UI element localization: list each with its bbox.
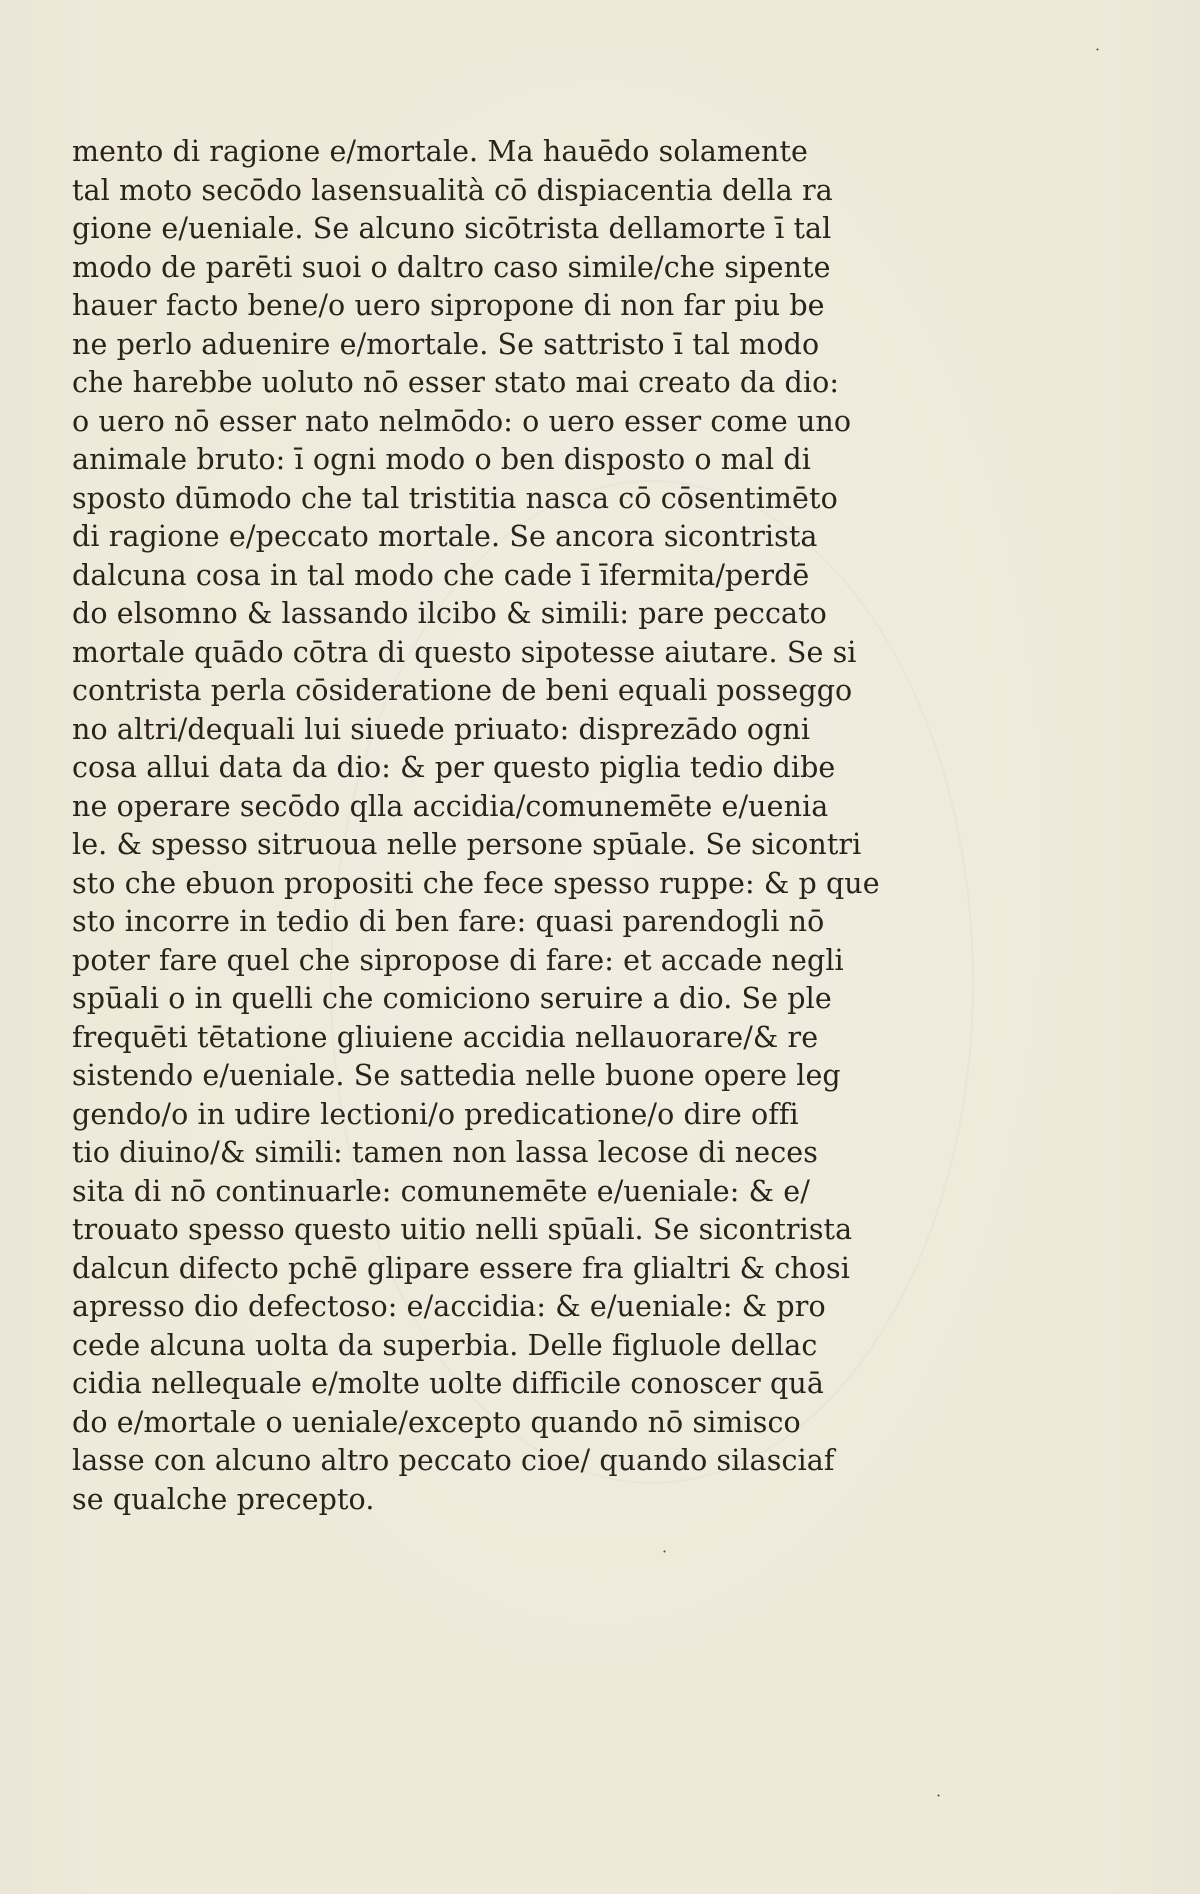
paper-speck: · xyxy=(936,1786,942,1805)
text-line: sto che ebuon propositi che fece spesso ruppe: & p que xyxy=(72,866,880,900)
text-line: poter fare quel che sipropose di fare: et accade negli xyxy=(72,943,844,977)
text-line: no altri/dequali lui siuede priuato: disprezādo ogni xyxy=(72,712,811,746)
text-line: sita di nō continuarle: comunemēte e/ueniale: & e/ xyxy=(72,1174,810,1208)
text-line: sto incorre in tedio di ben fare: quasi parendogli nō xyxy=(72,905,825,938)
text-line: apresso dio defectoso: e/accidia: & e/ueniale: & pro xyxy=(72,1290,826,1323)
text-line: dalcuna cosa in tal modo che cade ī īfermita/perdē xyxy=(72,558,810,592)
text-line: do e/mortale o ueniale/excepto quando nō simisco xyxy=(72,1405,801,1439)
text-line: contrista perla cōsideratione de beni equali possеggo xyxy=(72,674,853,707)
text-line: ne operare secōdo qlla accidia/comunemēte e/uenia xyxy=(72,789,829,823)
text-line: ne perlo aduenire e/mortale. Se sattristo ī tal modo xyxy=(72,327,820,361)
text-line: che harebbe uoluto nō esser stato mai creato da dio: xyxy=(72,366,840,399)
text-line: mento di ragione e/mortale. Ma hauēdo solamente xyxy=(72,135,808,168)
text-line: cidia nellequale e/molte uolte difficile conoscer quā xyxy=(72,1367,824,1400)
text-line: gione e/ueniale. Se alcuno sicōtrista dellamorte ī tal xyxy=(72,212,832,245)
text-line: hauer facto bene/o uero sipropone di non far piu be xyxy=(72,289,825,322)
text-line: frequēti tētatione gliuiene accidia nellauorare/& re xyxy=(72,1020,819,1054)
text-line: cosa allui data da dio: & per questo piglia tedio dibe xyxy=(72,751,836,784)
text-line: tio diuino/& simili: tamen non lassa lecose di neces xyxy=(72,1136,818,1169)
text-line: modo de parēti suoi o daltro caso simile/che sipente xyxy=(72,250,831,284)
text-line: lasse con alcuno altro peccato cioe/ quando silasciaf xyxy=(72,1444,835,1477)
text-line: mortale quādo cōtra di questo sipotesse aiutare. Se si xyxy=(72,635,857,669)
text-line: sistendo e/ueniale. Se sattedia nelle buone opere leg xyxy=(72,1059,841,1092)
text-line: do elsomno & lassando ilcibo & simili: pare peccato xyxy=(72,597,827,630)
paper-speck: · xyxy=(1095,40,1101,59)
text-line: spūali o in quelli che comiciono seruire a dio. Se ple xyxy=(72,982,832,1015)
text-line: sposto dūmodo che tal tristitia nasca cō cōsentimēto xyxy=(72,481,838,515)
text-line: trouato spesso questo uitio nelli spūali. Se sicontrista xyxy=(72,1213,853,1246)
printed-text-block xyxy=(72,132,902,1552)
text-line: animale bruto: ī ogni modo o ben disposto o mal di xyxy=(72,443,811,476)
text-line: le. & spesso sitruoua nelle persone spūale. Se sicontri xyxy=(72,828,862,861)
text-line: di ragione e/peccato mortale. Se ancora sicontrista xyxy=(72,520,818,553)
paper-speck: · xyxy=(662,1542,668,1561)
text-line: o uero nō esser nato nelmōdo: o uero esser come uno xyxy=(72,404,852,438)
text-line: dalcun difecto pchē gliparе essere fra glialtri & chosi xyxy=(72,1251,850,1285)
text-line: gendo/o in udire lectioni/o predicatione/o dire offi xyxy=(72,1097,799,1131)
text-line: cede alcuna uolta da superbia. Delle figluole dellac xyxy=(72,1328,818,1362)
text-line: se qualche precepto. xyxy=(72,1482,375,1516)
text-line: tal moto secōdo lasensualità cō dispiacentia della ra xyxy=(72,173,833,207)
